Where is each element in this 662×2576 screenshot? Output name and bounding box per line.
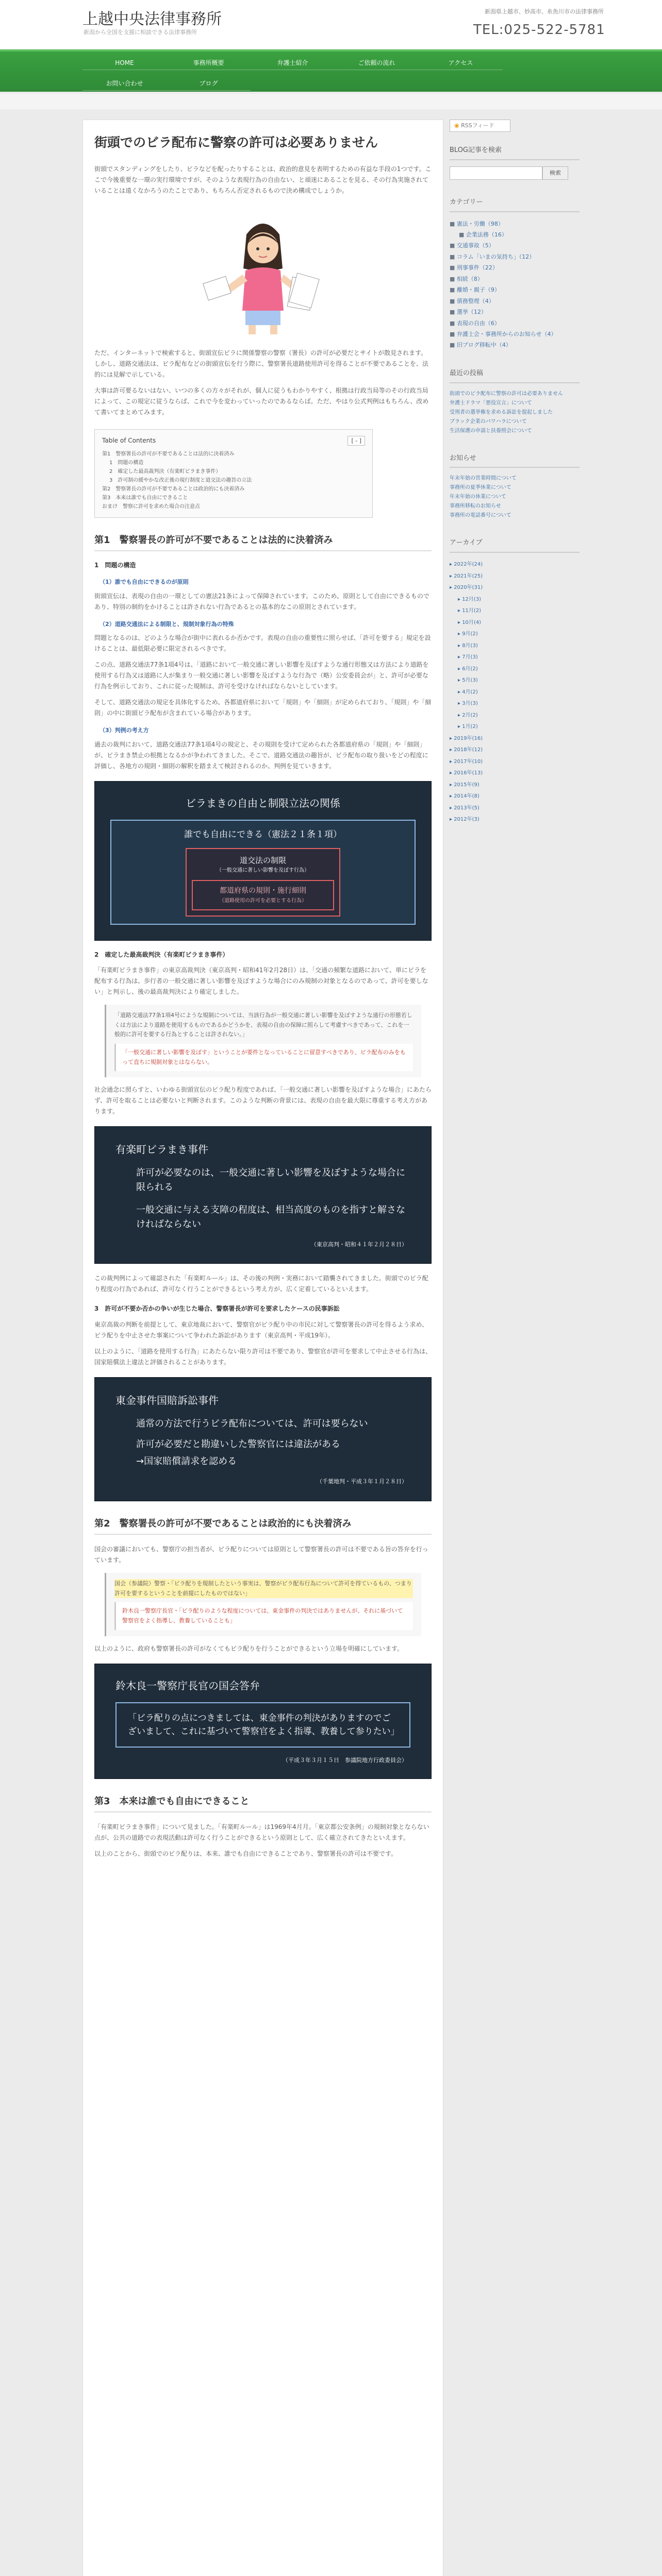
category-item[interactable]: ■ 旧ブログ移転中（4） <box>450 342 511 349</box>
quote-inner-text: 「一般交通に著しい影響を及ぼす」ということが要件となっていることに留意すべきであり、ビラ配布のみをもって直ちに規制対象とはならない。 <box>114 1044 413 1071</box>
archive-link[interactable]: ▸ 2019年(16) <box>450 735 483 741</box>
banner-title: ビラまきの自由と制限立法の関係 <box>186 797 340 810</box>
toc-item[interactable]: 1 問題の構造 <box>109 460 144 466</box>
banner-date: （千葉地判・平成３年１月２８日） <box>317 1478 407 1485</box>
banner-box-2: 都道府県の規則・施行細則 <box>220 887 306 895</box>
archive-link[interactable]: ▸ 7月(3) <box>458 654 478 660</box>
archive-link[interactable]: ▸ 5月(3) <box>458 677 478 684</box>
article-paragraph-highlight: 以上のように、「道路を使用する行為」にあたらない限り許可は不要であり、警察官が許可を要求して中止させる行為は、国家賠償法上違法と評価されることがあります。 <box>94 1347 432 1366</box>
subsection-heading: 2 確定した最高裁判決（有楽町ビラまき事件） <box>94 951 229 958</box>
archive-link[interactable]: ▸ 2022年(24) <box>450 562 483 568</box>
banner-box-2-sub: （道路使用の許可を必要とする行為） <box>219 897 307 904</box>
archive-widget <box>450 538 580 825</box>
recent-post-link[interactable]: 受刑者の選挙権を求める訴訟を提起しました <box>450 409 553 415</box>
archive-link[interactable]: ▸ 2月(2) <box>458 712 478 718</box>
banner-title: 東金事件国賠訴訟事件 <box>115 1394 219 1406</box>
article-paragraph-highlight: 「有楽町ビラまき事件」について見ました。「有楽町ルール」は1969年4月月。「東京都公安条例」の規制対象とならない点が、公共の道路での表現活動は許可なく行うことができるという原則として、広く確立されてきたといえます。 <box>94 1823 429 1841</box>
article-paragraph: 以上のことから、街頭でのビラ配りは、本来、誰でも自由にできることであり、警察署長の許可は不要です。 <box>94 1850 398 1857</box>
news-link[interactable]: 年末年始の休業について <box>450 494 506 500</box>
archive-link[interactable]: ▸ 2013年(5) <box>450 805 479 811</box>
widget-title: カテゴリー <box>450 197 580 212</box>
rss-label: RSSフィード <box>461 122 494 129</box>
recent-post-link[interactable]: 弁護士ドラマ「悪役宣言」について <box>450 400 532 406</box>
news-link[interactable]: 事務所移転のお知らせ <box>450 503 501 510</box>
category-item[interactable]: ■ 表現の自由（6） <box>450 319 500 327</box>
article-paragraph-highlight: この点、道路交通法77条1項4号は、「道路において一般交通に著しい影響を及ぼすような通行形態又は方法により道路を使用する行為又は道路に人が集まり一般交通に著しい影響を及ぼすような行為で（略）公安委員会が」と、許可が必要な行為を例示しており、これに従った規制は、許可を受けなければならないとしています。 <box>94 661 429 690</box>
banner-box-1-sub: （一般交通に著しい影響を及ぼす行為） <box>217 868 309 874</box>
main-content <box>82 120 443 2576</box>
widget-title: 最近の投稿 <box>450 368 580 383</box>
header-phone: TEL:025-522-5781 <box>473 22 605 38</box>
nav-item-access[interactable]: アクセス <box>419 56 503 70</box>
table-of-contents <box>94 429 373 518</box>
article-paragraph: 街頭宣伝は、表現の自由の一環としての憲法21条によって保障されています。このため、原則として自由にできるものであり、特別の制約をかけることは許されない行為であるとの基本的なこの原則とされています。 <box>94 592 429 611</box>
banner-inner-title: 誰でも自由にできる（憲法２１条１項） <box>184 829 342 840</box>
archive-link[interactable]: ▸ 2017年(10) <box>450 758 483 765</box>
category-widget <box>450 197 580 351</box>
article-paragraph: この裁判例によって確認された「有楽町ルール」は、その後の判例・実務において踏襲されてきました。街頭でのビラ配り程度の行為であれば、許可なく行うことができるという考え方が、広く定着しているといえます。 <box>94 1275 428 1293</box>
search-widget <box>450 145 580 180</box>
nav-item-lawyers[interactable]: 弁護士紹介 <box>251 56 335 70</box>
widget-title: お知らせ <box>450 453 580 468</box>
news-link[interactable]: 事務所の電話番号について <box>450 513 511 519</box>
archive-link[interactable]: ▸ 2018年(12) <box>450 747 483 753</box>
site-logo[interactable]: 上越中央法律事務所 <box>82 10 222 28</box>
banner-togane-case <box>94 1377 432 1501</box>
subsubsection-heading: （3）判例の考え方 <box>100 727 149 734</box>
banner-date: （平成３年３月１５日 参議院地方行政委員会） <box>283 1757 407 1764</box>
global-nav <box>0 49 662 92</box>
archive-link[interactable]: ▸ 2015年(9) <box>450 782 479 788</box>
section-1-heading: 第1 警察署長の許可が不要であることは法的に決着済み <box>94 533 432 551</box>
search-input[interactable] <box>450 166 542 180</box>
widget-title: BLOG記事を検索 <box>450 145 580 160</box>
category-item[interactable]: ■ 交通事故（5） <box>450 242 494 249</box>
toc-item[interactable]: 2 確定した最高裁判決（有楽町ビラまき事件） <box>109 469 221 475</box>
article-paragraph-2: ただ、インターネットで検索すると、街頭宣伝ビラに関係警察の警察（署長）の許可が必要だとサイトが散見されます。しかし、道路交通法は、ビラ配布などの街頭宣伝を行う際に、警察署長道路使用許可を得ることが不要であることを、法的には見解で示している。 <box>94 349 429 378</box>
category-item[interactable]: ■ 弁護士会・事務所からのお知らせ（4） <box>450 330 557 337</box>
category-item[interactable]: ■ コラム「いまの気持ち」（12） <box>450 253 535 260</box>
category-item[interactable]: ■ 刑事事件（22） <box>450 264 498 272</box>
article-intro: 街頭でスタンディングをしたり、ビラなどを配ったりすることは、政治的意見を表明するための有益な手段の1つです。ここで今後重要な一環の実行環境ですが、そのような表現行為の自由ない、と頑迷にあることを見る、その行為実施されていることは遠くなかろうのたことであり、もちろん否定されるもので決め構成でしょうか。 <box>94 165 432 194</box>
quote-block <box>105 1573 421 1636</box>
toc-item[interactable]: おまけ 警察に許可を求めた場合の注意点 <box>102 504 200 510</box>
nav-item-contact[interactable]: お問い合わせ <box>82 76 167 91</box>
archive-link[interactable]: ▸ 8月(3) <box>458 642 478 649</box>
banner-title: 有楽町ビラまき事件 <box>115 1143 208 1156</box>
toc-item[interactable]: 第3 本来は誰でも自由にできること <box>102 495 188 501</box>
archive-link[interactable]: ▸ 2016年(13) <box>450 770 483 776</box>
recent-post-link[interactable]: 街頭でのビラ配布に警察の許可は必要ありません <box>450 391 563 397</box>
banner-outer-box <box>110 820 416 925</box>
widget-title: アーカイブ <box>450 538 580 553</box>
article-paragraph: 東京高裁の判断を前提として、東京地裁において、警察官がビラ配り中の市民に対して警察署長の許可を得るよう求め、ビラ配りを中止させた事案について争われた訴訟があります（東京高判・平成19年）。 <box>94 1320 428 1339</box>
toc-toggle-button[interactable]: [ - ] <box>347 436 365 446</box>
section-2-heading: 第2 警察署長の許可が不要であることは政治的にも決着済み <box>94 1517 432 1535</box>
toc-item[interactable]: 第1 警察署長の許可が不要であることは法的に決着済み <box>102 451 235 457</box>
site-tagline: 新潟から全国を支援に相談できる法律事務所 <box>84 29 197 36</box>
banner-yurakucho-case <box>94 1126 432 1264</box>
quote-inner-text: 鈴木良一警察庁長官・「ビラ配りのような程度については、東金事件の判決ではありませんが、それに基づいて警察官をよく指導し、教養していることも」 <box>114 1602 413 1630</box>
archive-link[interactable]: ▸ 10月(4) <box>458 619 482 625</box>
quote-text: 「道路交通法77条1項4号にような規制については、当該行為が一般交通に著しい影響を及ぼすような通行の形態若しくは方法により道路を使用するものであるかどうかを、表現の自由の保障に照らして考慮すべきであって、これを一般的に許可を要する行為とすることは許されない。」 <box>114 1011 412 1038</box>
banner-title: 鈴木良一警察庁長官の国会答弁 <box>115 1679 260 1692</box>
article-title: 街頭でのビラ配布に警察の許可は必要ありません <box>94 135 378 150</box>
subsubsection-heading: （1）誰でも自由にできるのが原則 <box>100 579 189 586</box>
recent-post-link[interactable]: 生活保護の申請と扶養照会について <box>450 428 532 434</box>
article-paragraph-highlight: 「有楽町ビラまき事件」の東京高裁判決（東京高判・昭和41年2月28日）は、「交通の頻繁な道路において、単にビラを配布する行為は、歩行者の一般交通に著しい影響を及ぼすような場合にのみ規制の対象となるのであって、許可を要しない」と判示し、後の最高裁判決により確定しました。 <box>94 966 428 995</box>
banner-quote: 「ビラ配りの点につきましては、東金事件の判決がありますのでございまして、これに基づいて警察官をよく指導、教養して参りたい」 <box>115 1702 410 1748</box>
toc-item[interactable]: 第2 警察署長の許可が不要であることは政治的にも決着済み <box>102 486 245 493</box>
subsubsection-heading: （2）道路交通法による制限と、規制対象行為の特殊 <box>100 620 234 628</box>
category-item[interactable]: ■ 債務整理（4） <box>450 297 494 304</box>
category-item[interactable]: ■ 離婚・親子（9） <box>450 286 500 294</box>
nav-item-flow[interactable]: ご依頼の流れ <box>335 56 419 70</box>
news-widget <box>450 453 580 521</box>
archive-link[interactable]: ▸ 4月(2) <box>458 689 478 695</box>
archive-link[interactable]: ▸ 11月(2) <box>458 608 482 614</box>
banner-diet-answer <box>94 1664 432 1779</box>
illustration-woman-with-papers <box>201 208 325 336</box>
toc-heading: Table of Contents <box>102 436 156 444</box>
quote-text: 国会（参議院）警察・「ビラ配りを規制したという事実は、警察がビラ配布行為について許可を得ているもの、つまり許可を要するということを前提にしたものではない」 <box>114 1579 413 1598</box>
banner-line-2: 許可が必要だと勘違いした警察官には違法がある <box>136 1438 340 1450</box>
rss-icon: ◉ <box>454 122 461 129</box>
sidebar <box>450 120 580 843</box>
category-item[interactable]: ■ 選挙（12） <box>450 309 487 316</box>
article-paragraph: 以上のように、政府も警察署長の許可がなくてもビラ配りを行うことができるという立場を明確にしています。 <box>94 1645 404 1652</box>
recent-posts-widget <box>450 368 580 436</box>
subsection-heading: 3 許可が不要か否かの争いが生じた場合、警察署長が許可を要求したケースの民事訴訟 <box>94 1305 340 1313</box>
article-paragraph: 国会の審議においても、警察庁の担当者が、ビラ配りについては原則として警察署長の許可は不要である旨の答弁を行っています。 <box>94 1545 428 1564</box>
recent-post-link[interactable]: ブラック企業のパワハラについて <box>450 418 527 425</box>
header-address: 新潟県上越市、妙高市、糸魚川市の法律事務所 <box>485 8 604 15</box>
article-paragraph: 過去の裁判において、道路交通法77条1項4号の規定と、その規則を受けて定められた各都道府県の「規則」や「細則」が、ビラまき禁止の根拠となるかが争われてきました。そこで、道路交通法の趣旨が、ビラ配布の取り扱いをどの程度に評価し、各地方の規則・細則の解釈を踏まえて検討されるのか、判例を見ていきます。 <box>94 741 428 770</box>
archive-link[interactable]: ▸ 2020年(31) <box>450 585 483 591</box>
banner-line-2: 一般交通に与える支障の程度は、相当高度のものを指すと解さなければならない <box>136 1205 405 1230</box>
search-button[interactable]: 検索 <box>542 166 568 180</box>
banner-box-1: 道交法の制限 <box>239 856 286 866</box>
banner-line-1: 通常の方法で行うビラ配布については、許可は要らない <box>136 1418 368 1429</box>
nav-item-blog[interactable]: ブログ <box>167 76 251 91</box>
rss-feed-button[interactable] <box>450 120 510 132</box>
category-item[interactable]: ■ 憲法・労働（98） <box>450 220 504 227</box>
archive-link[interactable]: ▸ 1月(2) <box>458 724 478 730</box>
archive-link[interactable]: ▸ 2021年(25) <box>450 573 483 579</box>
category-item[interactable]: ■ 相続（8） <box>450 275 483 282</box>
banner-line-1: 許可が必要なのは、一般交通に著しい影響を及ぼすような場合に限られる <box>136 1167 405 1193</box>
site-header <box>0 0 662 49</box>
article-paragraph-3: 大事は許可要るないはない、いつの多くの方々がそれが、個人に従うもわかりやすく、根拠は行政当局等のその行政当局によって、この規定に従うならば、これで今を変わっていったのであるならば。ただ、やはり公式判例はもちろん、改めて書いてまとめてみます。 <box>94 386 429 416</box>
nav-item-home[interactable]: HOME <box>82 56 167 70</box>
section-3-heading: 第3 本来は誰でも自由にできること <box>94 1794 432 1812</box>
archive-link[interactable]: ▸ 2012年(3) <box>450 817 479 823</box>
nav-item-office[interactable]: 事務所概要 <box>167 56 251 70</box>
news-link[interactable]: 事務所の夏季休業について <box>450 485 511 491</box>
article-paragraph: そして、道路交通法の規定を具体化するため、各都道府県において「規則」や「細則」が定められており、「規則」や「細則」の中に街頭ビラ配布が含まれている場合があります。 <box>94 699 432 717</box>
category-item[interactable]: ■ 企業法務（16） <box>459 231 507 239</box>
archive-link[interactable]: ▸ 6月(2) <box>458 666 478 672</box>
subsection-heading: 1 問題の構造 <box>94 562 136 569</box>
news-link[interactable]: 年末年始の営業時間について <box>450 476 517 482</box>
archive-link[interactable]: ▸ 12月(3) <box>458 596 482 602</box>
archive-link[interactable]: ▸ 9月(2) <box>458 631 478 637</box>
banner-line-3: →国家賠償請求を認める <box>136 1456 237 1467</box>
archive-link[interactable]: ▸ 3月(3) <box>458 701 478 707</box>
archive-link[interactable]: ▸ 2014年(8) <box>450 793 479 800</box>
breadcrumb-bar <box>0 94 662 109</box>
banner-freedom-vs-regulation <box>94 781 432 941</box>
banner-date: （東京高判・昭和４１年２月２８日） <box>311 1241 407 1248</box>
toc-item[interactable]: 3 許可制の緩やかな改正後の現行制度と道交法の趣旨の立法 <box>109 478 252 484</box>
article-paragraph: 社会通念に照らすと、いわゆる街頭宣伝のビラ配り程度であれば、「一般交通に著しい影響を及ぼすような場合」にあたらず、許可を取ることは必要ないと判断されます。このような判断の背景には、表現の自由を最大限に尊重する考え方があります。 <box>94 1086 432 1115</box>
article-paragraph: 問題となるのは、どのような場合が街中に表れるか否かです。表現の自由の重要性に照らせば、「許可を要する」規定を設けることは、最低限必要に限定されるべきです。 <box>94 634 431 653</box>
quote-block <box>105 1005 421 1077</box>
